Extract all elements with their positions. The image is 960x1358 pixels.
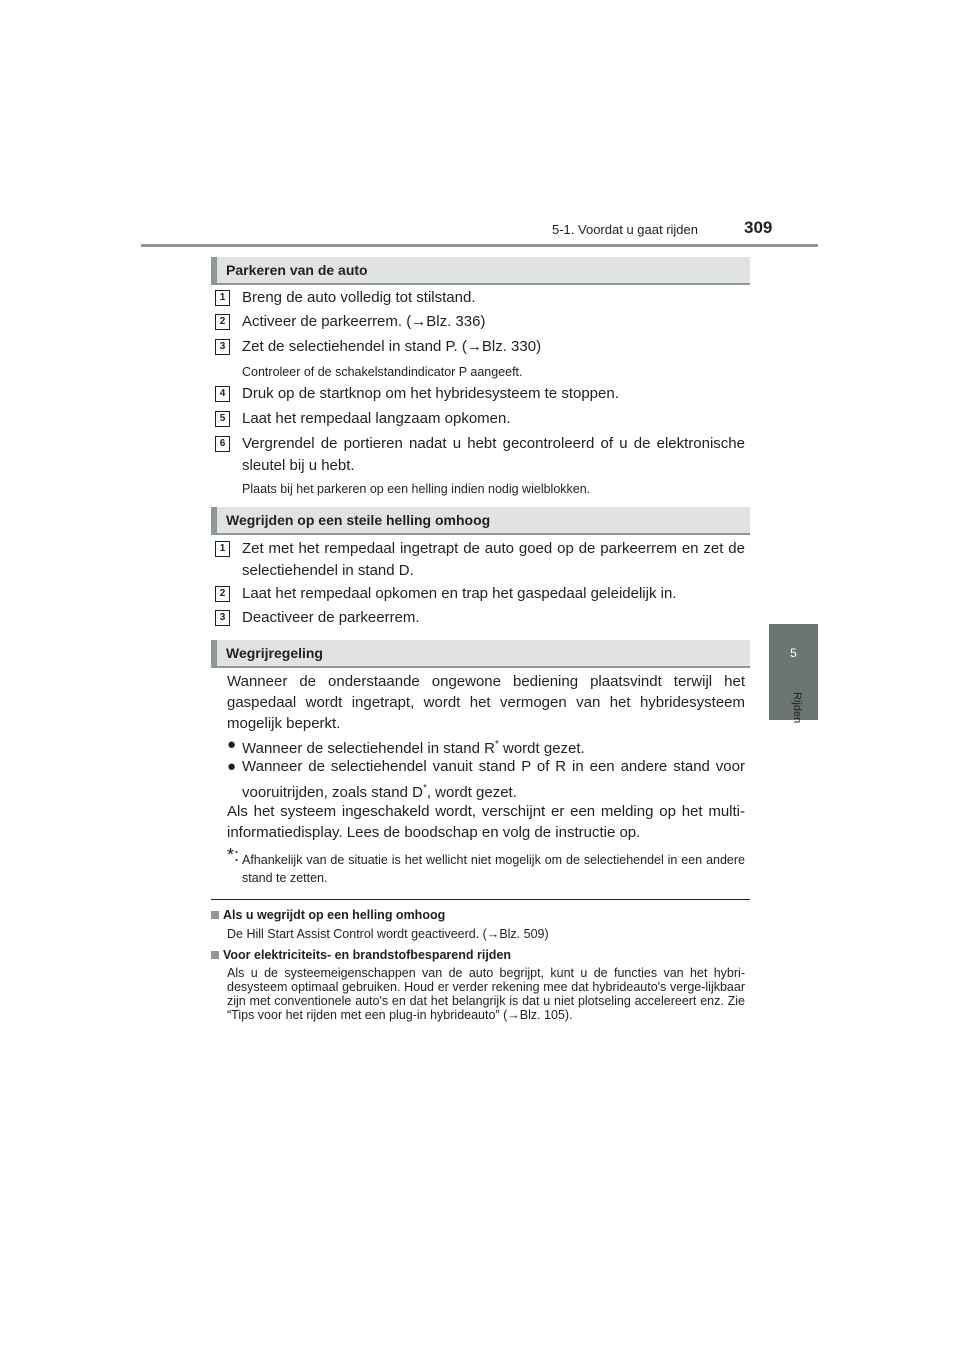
bullet-text-a: Wanneer de selectiehendel vanuit stand P of R in een andere stand voor vooruitrijden, zoals stand D xyxy=(242,758,745,801)
section-divider xyxy=(211,899,750,900)
bullet-text-b: , wordt gezet. xyxy=(426,784,517,801)
asterisk: * xyxy=(494,739,499,750)
bullet-text-b: wordt gezet. xyxy=(498,740,585,757)
square-bullet-icon xyxy=(211,951,219,959)
info-heading xyxy=(211,908,445,922)
bullet-dot: ● xyxy=(227,736,237,753)
step-text: Laat het rempedaal langzaam opkomen. xyxy=(242,410,511,427)
section-title: Parkeren van de auto xyxy=(226,262,368,278)
step-text: Vergrendel de portieren nadat u hebt gecontroleerd of u de elektronische sleutel bij u hebt. xyxy=(242,435,745,474)
asterisk: * xyxy=(422,783,427,794)
info-heading-text: Voor elektriciteits- en brandstofbesparend rijden xyxy=(223,948,512,962)
step-note: Plaats bij het parkeren op een helling indien nodig wielblokken. xyxy=(242,482,591,496)
chapter-label: Rijden xyxy=(791,692,803,724)
bullet-text-a: Wanneer de selectiehendel in stand R xyxy=(242,740,495,757)
section-header-helling xyxy=(211,507,750,533)
section-header-parkeren xyxy=(211,257,750,283)
step-number: 3 xyxy=(215,339,230,355)
step-number: 2 xyxy=(215,314,230,330)
info-heading-text: Als u wegrijdt op een helling omhoog xyxy=(223,908,446,922)
step-text: Breng de auto volledig tot stilstand. xyxy=(242,289,476,306)
step-text: Laat het rempedaal opkomen en trap het gaspedaal geleidelijk in. xyxy=(242,585,677,602)
step-text: Activeer de parkeerrem. (→Blz. 336) xyxy=(242,313,486,330)
wegrij-outro: Als het systeem ingeschakeld wordt, verschijnt er een melding op het multi-informatiedisplay. Lees de boodschap en volg de instructie op. xyxy=(227,803,745,841)
step-number: 1 xyxy=(215,290,230,306)
step-number: 6 xyxy=(215,436,230,452)
step-note: Controleer of de schakelstandindicator P aangeeft. xyxy=(242,365,523,379)
section-title: Wegrijden op een steile helling omhoog xyxy=(226,512,491,528)
step-number: 1 xyxy=(215,541,230,557)
step-number: 2 xyxy=(215,586,230,602)
step-number: 4 xyxy=(215,386,230,402)
header-section-title: 5-1. Voordat u gaat rijden xyxy=(552,222,698,237)
header-rule xyxy=(141,244,818,247)
square-bullet-icon xyxy=(211,911,219,919)
info-text: Als u de systeemeigenschappen van de auto begrijpt, kunt u de functies van het hybri-desysteem optimaal gebruiken. Houd er verder rekening mee dat hybrideauto's verge-lijkbaar zijn met conventionele auto's en dat het belangrijk is dat u niet plotseling accelereert enz. Zie “Tips voor het rijden met een plug-in hybrideauto” (→Blz. 105). xyxy=(227,966,745,1022)
step-number: 3 xyxy=(215,610,230,626)
section-header-wegrij xyxy=(211,640,750,666)
step-text: Druk op de startknop om het hybridesysteem te stoppen. xyxy=(242,385,619,402)
info-text: De Hill Start Assist Control wordt geactiveerd. (→Blz. 509) xyxy=(227,927,549,941)
wegrij-intro: Wanneer de onderstaande ongewone bediening plaatsvindt terwijl het gaspedaal wordt ingetrapt, wordt het vermogen van het hybridesysteem mogelijk beperkt. xyxy=(227,673,745,732)
info-heading xyxy=(211,948,511,962)
footnote-text: Afhankelijk van de situatie is het wellicht niet mogelijk om de selectiehendel in een andere stand te zetten. xyxy=(242,853,745,885)
section-title: Wegrijregeling xyxy=(226,645,323,661)
step-text: Zet met het rempedaal ingetrapt de auto goed op de parkeerrem en zet de selectiehendel in stand D. xyxy=(242,540,745,579)
page-number: 309 xyxy=(744,218,773,237)
bullet-dot: ● xyxy=(227,758,237,775)
step-number: 5 xyxy=(215,411,230,427)
step-text: Deactiveer de parkeerrem. xyxy=(242,609,420,626)
step-text: Zet de selectiehendel in stand P. (→Blz. 330) xyxy=(242,338,542,355)
footnote-mark: *: xyxy=(227,845,240,865)
bullet-item xyxy=(242,756,745,804)
chapter-number: 5 xyxy=(790,646,797,660)
